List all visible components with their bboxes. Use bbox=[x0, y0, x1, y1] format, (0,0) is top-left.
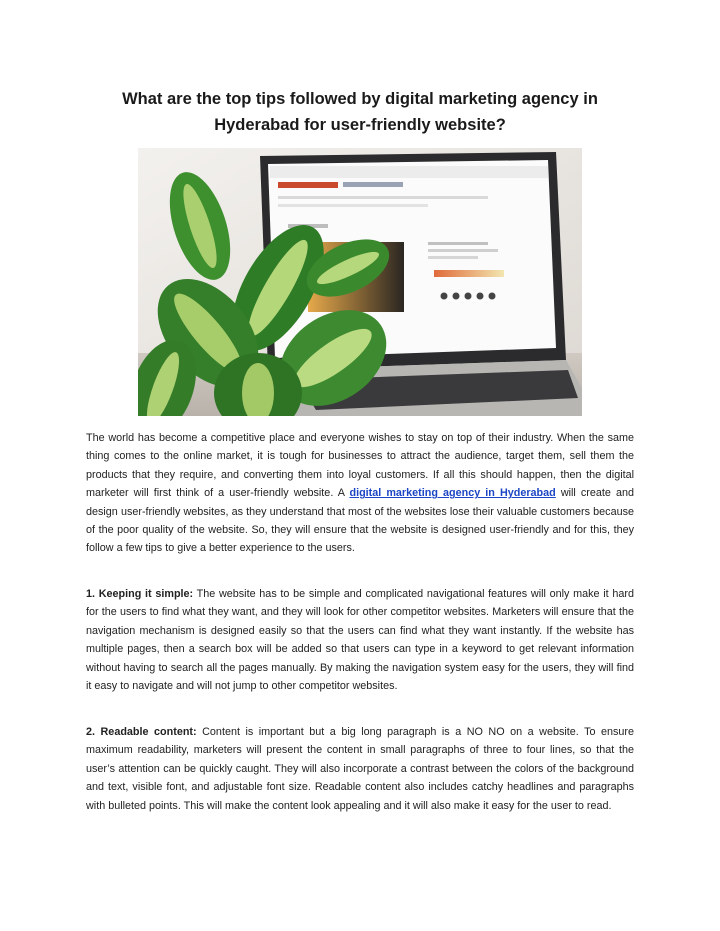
digital-marketing-agency-link[interactable]: digital marketing agency in Hyderabad bbox=[349, 487, 556, 500]
tip-paragraph-readable bbox=[86, 723, 634, 815]
page-title: What are the top tips followed by digital marketing agency in Hyderabad for user-friendly website? bbox=[122, 90, 598, 134]
intro-text-before-link: The world has become a competitive place and everyone wishes to stay on top of their industry. When the same thing comes to the online market, it is tough for businesses to attract the audience, target them, sell them the products that they require, and converting them into loyal customers. If all this should happen, then the digital marketer will first think of a user-friendly website. A bbox=[86, 432, 634, 500]
tip-heading: 2. Readable content: bbox=[86, 726, 197, 738]
hero-image bbox=[138, 148, 582, 416]
tip-body: The website has to be simple and complicated navigational features will only make it hard for the users to find what they want, and they will look for other competitor websites. Marketers will ensure that the navigation mechanism is designed easily so that the users can find what they want instantly. If the website has multiple pages, then a search box will be added so that users can type in a keyword to get relevant information without having to search all the pages manually. By making the navigation system easy for the users, they will find it easy to navigate and will not jump to other competitor websites. bbox=[86, 588, 634, 693]
intro-paragraph bbox=[86, 429, 634, 558]
tip-body: Content is important but a big long paragraph is a NO NO on a website. To ensure maximum readability, marketers will present the content in small paragraphs of three to four lines, so that the user’s attention can be quickly caught. They will also incorporate a contrast between the colors of the background and text, visible font, and adjustable font size. Readable content also includes catchy headlines and paragraphs with bulleted points. This will make the content look appealing and it will also make it easy for the user to read. bbox=[86, 726, 635, 812]
tip-heading: 1. Keeping it simple: bbox=[86, 588, 194, 600]
laptop-plant-photo bbox=[138, 148, 582, 416]
tip-paragraph-simple bbox=[86, 585, 634, 695]
intro-text-after-link: will create and design user-friendly websites, as they understand that most of the websites lose their valuable customers because of the poor quality of the website. So, they will ensure that the website is designed user-friendly and for this, they follow a few tips to give a better experience to the users. bbox=[86, 487, 634, 555]
